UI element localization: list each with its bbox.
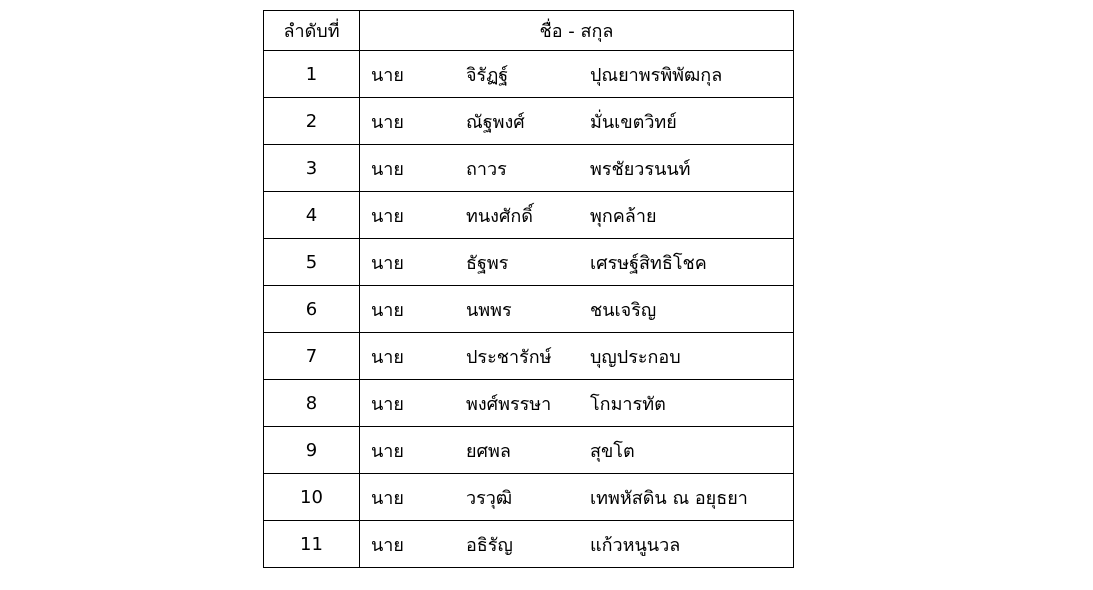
- name-title: นาย: [371, 299, 404, 321]
- last-name: สุขโต: [590, 440, 635, 462]
- table-header-row: [264, 11, 794, 51]
- first-name: ยศพล: [466, 440, 511, 462]
- row-number: 8: [264, 380, 360, 427]
- first-name: จิรัฏฐ์: [466, 64, 509, 86]
- last-name: เศรษฐ์สิทธิโชค: [590, 252, 707, 274]
- row-number: 11: [264, 521, 360, 568]
- first-name: วรวุฒิ: [466, 487, 513, 509]
- table-row: [264, 380, 794, 427]
- first-name: ประชารักษ์: [466, 346, 552, 368]
- table-row: [264, 192, 794, 239]
- name-title: นาย: [371, 440, 404, 462]
- last-name: โกมารทัต: [590, 393, 666, 415]
- table-row: [264, 145, 794, 192]
- column-header-name: ชื่อ - สกุล: [360, 11, 794, 51]
- name-title: นาย: [371, 393, 404, 415]
- row-number: 6: [264, 286, 360, 333]
- first-name: ธัฐพร: [466, 252, 509, 274]
- name-cell: [360, 192, 794, 239]
- table-row: [264, 521, 794, 568]
- table-row: [264, 51, 794, 98]
- first-name: อธิรัญ: [466, 534, 513, 556]
- last-name: แก้วหนูนวล: [590, 534, 681, 556]
- name-title: นาย: [371, 205, 404, 227]
- first-name: ณัฐพงศ์: [466, 111, 525, 133]
- name-title: นาย: [371, 158, 404, 180]
- table-row: [264, 474, 794, 521]
- table-row: [264, 98, 794, 145]
- last-name: มั่นเขตวิทย์: [590, 111, 677, 133]
- first-name: พงศ์พรรษา: [466, 393, 552, 415]
- name-cell: [360, 286, 794, 333]
- row-number: 10: [264, 474, 360, 521]
- name-cell: [360, 474, 794, 521]
- row-number: 2: [264, 98, 360, 145]
- name-title: นาย: [371, 252, 404, 274]
- name-title: นาย: [371, 64, 404, 86]
- first-name: นพพร: [466, 299, 512, 321]
- first-name: ถาวร: [466, 158, 507, 180]
- last-name: พุกคล้าย: [590, 205, 657, 227]
- row-number: 1: [264, 51, 360, 98]
- name-cell: [360, 51, 794, 98]
- name-cell: [360, 427, 794, 474]
- table-row: [264, 239, 794, 286]
- name-cell: [360, 521, 794, 568]
- table-row: [264, 286, 794, 333]
- last-name: ปุณยาพรพิพัฒกุล: [590, 64, 723, 86]
- table-row: [264, 333, 794, 380]
- column-header-number: ลำดับที่: [264, 11, 360, 51]
- name-cell: [360, 333, 794, 380]
- row-number: 9: [264, 427, 360, 474]
- last-name: ชนเจริญ: [590, 299, 657, 321]
- table-row: [264, 427, 794, 474]
- row-number: 4: [264, 192, 360, 239]
- name-cell: [360, 98, 794, 145]
- name-list-table: [263, 10, 794, 568]
- name-title: นาย: [371, 346, 404, 368]
- name-cell: [360, 380, 794, 427]
- row-number: 3: [264, 145, 360, 192]
- last-name: พรชัยวรนนท์: [590, 158, 691, 180]
- name-title: นาย: [371, 111, 404, 133]
- last-name: บุญประกอบ: [590, 346, 681, 368]
- name-cell: [360, 239, 794, 286]
- name-title: นาย: [371, 487, 404, 509]
- name-cell: [360, 145, 794, 192]
- last-name: เทพหัสดิน ณ อยุธยา: [590, 487, 748, 509]
- row-number: 5: [264, 239, 360, 286]
- first-name: ทนงศักดิ์: [466, 205, 533, 227]
- name-title: นาย: [371, 534, 404, 556]
- row-number: 7: [264, 333, 360, 380]
